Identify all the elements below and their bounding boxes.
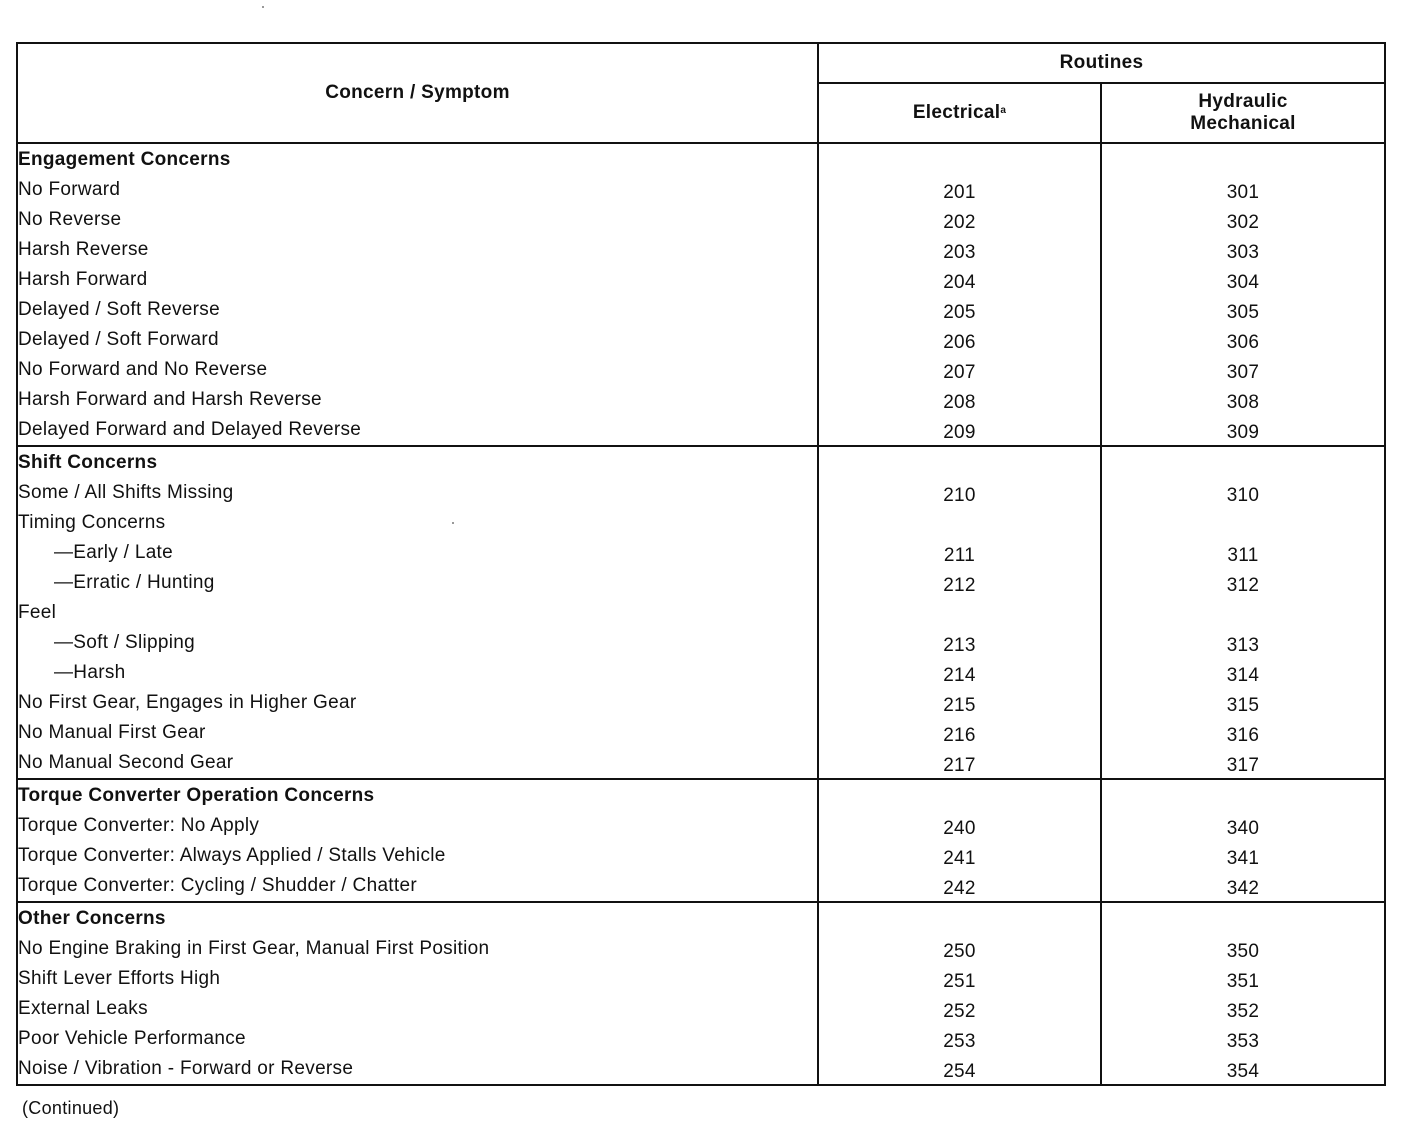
- symptom-label: Delayed / Soft Reverse: [17, 295, 818, 325]
- electrical-routine-number-cell: [818, 964, 1101, 994]
- hydraulic-routine-number: 304: [1226, 271, 1260, 293]
- hydraulic-header-line2: Mechanical: [1190, 112, 1296, 134]
- hydraulic-routine-number-cell: [1101, 205, 1385, 235]
- scan-speck: [452, 522, 454, 524]
- symptom-label: Delayed Forward and Delayed Reverse: [17, 415, 818, 446]
- table-row: [17, 964, 1385, 994]
- hydraulic-routine-number: 354: [1226, 1060, 1260, 1082]
- electrical-routine-number-cell: [818, 265, 1101, 295]
- symptom-label: Noise / Vibration - Forward or Reverse: [17, 1054, 818, 1085]
- electrical-footnote-mark: a: [1000, 104, 1007, 116]
- symptom-label: No Engine Braking in First Gear, Manual First Position: [17, 934, 818, 964]
- hydraulic-routine-number: 351: [1226, 970, 1260, 992]
- table-row: [17, 871, 1385, 902]
- symptom-label: No Forward: [17, 175, 818, 205]
- electrical-routine-number-cell: [818, 658, 1101, 688]
- symptom-label: Poor Vehicle Performance: [17, 1024, 818, 1054]
- electrical-routine-number-cell: [818, 325, 1101, 355]
- hydraulic-routine-number-cell: [1101, 748, 1385, 779]
- electrical-routine-number: 250: [943, 940, 976, 962]
- table-row: [17, 295, 1385, 325]
- hydraulic-routine-number-cell: [1101, 718, 1385, 748]
- electrical-header: [818, 83, 1101, 143]
- table-row: [17, 205, 1385, 235]
- hydraulic-routine-number: 305: [1226, 301, 1260, 323]
- hydraulic-mechanical-header: [1101, 83, 1385, 143]
- empty-cell: [818, 779, 1101, 811]
- table-row: [17, 811, 1385, 841]
- group-title-row: [17, 902, 1385, 934]
- hydraulic-routine-number-cell: [1101, 568, 1385, 598]
- hydraulic-routine-number: 341: [1226, 847, 1260, 869]
- empty-cell: [818, 446, 1101, 478]
- hydraulic-routine-number-cell: [1101, 415, 1385, 446]
- hydraulic-routine-number-cell: [1101, 871, 1385, 902]
- electrical-routine-number-cell: [818, 175, 1101, 205]
- symptom-label: Harsh Reverse: [17, 235, 818, 265]
- hydraulic-routine-number: 308: [1226, 391, 1260, 413]
- table-row: [17, 325, 1385, 355]
- electrical-routine-number: 216: [943, 724, 976, 746]
- symptom-label: Some / All Shifts Missing: [17, 478, 818, 508]
- empty-cell: [1101, 143, 1385, 175]
- electrical-routine-number: 203: [943, 241, 976, 263]
- hydraulic-routine-number: 301: [1226, 181, 1260, 203]
- continued-note: (Continued): [22, 1098, 120, 1118]
- electrical-routine-number-cell: [818, 538, 1101, 568]
- hydraulic-routine-number: 303: [1226, 241, 1260, 263]
- hydraulic-routine-number-cell: [1101, 265, 1385, 295]
- electrical-routine-number: 252: [943, 1000, 976, 1022]
- electrical-routine-number-cell: [818, 598, 1101, 628]
- hydraulic-routine-number: 314: [1226, 664, 1260, 686]
- hydraulic-routine-number-cell: [1101, 658, 1385, 688]
- hydraulic-routine-number-cell: [1101, 1054, 1385, 1085]
- electrical-routine-number-cell: [818, 994, 1101, 1024]
- hydraulic-routine-number: 311: [1227, 544, 1259, 566]
- symptom-label: Torque Converter: Cycling / Shudder / Chatter: [17, 871, 818, 902]
- hydraulic-routine-number: 312: [1226, 574, 1260, 596]
- electrical-routine-number-cell: [818, 841, 1101, 871]
- hydraulic-routine-number-cell: [1101, 628, 1385, 658]
- hydraulic-routine-number: 310: [1226, 484, 1260, 506]
- table-row: [17, 994, 1385, 1024]
- concern-symptom-header: Concern / Symptom: [17, 43, 818, 143]
- hydraulic-routine-number: 352: [1226, 1000, 1260, 1022]
- empty-cell: [818, 902, 1101, 934]
- table-row: [17, 1024, 1385, 1054]
- hydraulic-routine-number: 316: [1226, 724, 1260, 746]
- table-row: [17, 1054, 1385, 1085]
- hydraulic-routine-number-cell: [1101, 598, 1385, 628]
- electrical-header-label: Electrical: [912, 101, 1001, 123]
- hydraulic-routine-number: 306: [1226, 331, 1260, 353]
- electrical-routine-number-cell: [818, 385, 1101, 415]
- hydraulic-routine-number: 315: [1226, 694, 1260, 716]
- electrical-routine-number: 201: [943, 181, 976, 203]
- electrical-routine-number-cell: [818, 478, 1101, 508]
- electrical-routine-number-cell: [818, 1054, 1101, 1085]
- electrical-routine-number-cell: [818, 295, 1101, 325]
- electrical-routine-number: 212: [943, 574, 976, 596]
- symptom-label: External Leaks: [17, 994, 818, 1024]
- electrical-routine-number-cell: [818, 235, 1101, 265]
- symptom-label: No Reverse: [17, 205, 818, 235]
- hydraulic-routine-number-cell: [1101, 841, 1385, 871]
- electrical-routine-number-cell: [818, 568, 1101, 598]
- electrical-routine-number: 206: [943, 331, 976, 353]
- hydraulic-routine-number: 302: [1226, 211, 1260, 233]
- hydraulic-routine-number: 342: [1226, 877, 1260, 899]
- electrical-routine-number: 240: [943, 817, 976, 839]
- electrical-routine-number-cell: [818, 415, 1101, 446]
- hydraulic-routine-number-cell: [1101, 934, 1385, 964]
- electrical-routine-number-cell: [818, 934, 1101, 964]
- empty-cell: [1101, 446, 1385, 478]
- table-row: [17, 748, 1385, 779]
- electrical-routine-number: 202: [943, 211, 976, 233]
- table-row: [17, 841, 1385, 871]
- electrical-routine-number: 242: [943, 877, 976, 899]
- empty-cell: [1101, 902, 1385, 934]
- electrical-routine-number: 209: [943, 421, 976, 443]
- electrical-routine-number-cell: [818, 628, 1101, 658]
- symptom-label: No Manual Second Gear: [17, 748, 818, 779]
- hydraulic-routine-number-cell: [1101, 295, 1385, 325]
- symptom-label: No Manual First Gear: [17, 718, 818, 748]
- electrical-routine-number-cell: [818, 508, 1101, 538]
- symptom-label: No First Gear, Engages in Higher Gear: [17, 688, 818, 718]
- hydraulic-routine-number-cell: [1101, 811, 1385, 841]
- concern-group: [17, 143, 1385, 446]
- table-row: [17, 478, 1385, 508]
- hydraulic-routine-number: 313: [1226, 634, 1260, 656]
- symptom-label: —Soft / Slipping: [17, 628, 818, 658]
- electrical-routine-number: 251: [943, 970, 976, 992]
- hydraulic-routine-number-cell: [1101, 325, 1385, 355]
- hydraulic-routine-number: 340: [1226, 817, 1260, 839]
- hydraulic-routine-number: 307: [1226, 361, 1260, 383]
- symptom-label: Harsh Forward: [17, 265, 818, 295]
- electrical-routine-number-cell: [818, 871, 1101, 902]
- electrical-routine-number: 215: [943, 694, 976, 716]
- table-row: [17, 598, 1385, 628]
- symptom-label: Harsh Forward and Harsh Reverse: [17, 385, 818, 415]
- table-row: [17, 628, 1385, 658]
- electrical-routine-number: 208: [943, 391, 976, 413]
- routines-header: Routines: [818, 43, 1385, 83]
- group-title: Engagement Concerns: [17, 143, 818, 175]
- table-row: [17, 175, 1385, 205]
- symptom-label: Delayed / Soft Forward: [17, 325, 818, 355]
- empty-cell: [818, 143, 1101, 175]
- table-row: [17, 235, 1385, 265]
- table-row: [17, 385, 1385, 415]
- electrical-routine-number: 205: [943, 301, 976, 323]
- concern-group: [17, 446, 1385, 779]
- hydraulic-routine-number-cell: [1101, 508, 1385, 538]
- electrical-routine-number-cell: [818, 748, 1101, 779]
- hydraulic-routine-number: 317: [1226, 754, 1260, 776]
- table-row: [17, 658, 1385, 688]
- electrical-routine-number-cell: [818, 355, 1101, 385]
- group-title: Torque Converter Operation Concerns: [17, 779, 818, 811]
- group-title-row: [17, 446, 1385, 478]
- scan-speck: [262, 6, 264, 8]
- symptom-routine-table: [16, 42, 1386, 1086]
- group-title: Shift Concerns: [17, 446, 818, 478]
- hydraulic-routine-number-cell: [1101, 478, 1385, 508]
- hydraulic-routine-number: 309: [1226, 421, 1260, 443]
- symptom-label: Shift Lever Efforts High: [17, 964, 818, 994]
- hydraulic-header-line1: Hydraulic: [1198, 90, 1288, 112]
- hydraulic-routine-number: 350: [1226, 940, 1260, 962]
- electrical-routine-number: 204: [943, 271, 976, 293]
- electrical-routine-number: 254: [943, 1060, 976, 1082]
- electrical-routine-number: 253: [943, 1030, 976, 1052]
- electrical-routine-number: 211: [943, 544, 976, 566]
- hydraulic-routine-number-cell: [1101, 994, 1385, 1024]
- symptom-label: Feel: [17, 598, 818, 628]
- symptom-label: Torque Converter: No Apply: [17, 811, 818, 841]
- group-title: Other Concerns: [17, 902, 818, 934]
- hydraulic-routine-number-cell: [1101, 1024, 1385, 1054]
- hydraulic-routine-number-cell: [1101, 385, 1385, 415]
- hydraulic-routine-number-cell: [1101, 964, 1385, 994]
- table-row: [17, 538, 1385, 568]
- electrical-routine-number: 241: [943, 847, 976, 869]
- table-row: [17, 934, 1385, 964]
- concern-group: [17, 902, 1385, 1085]
- symptom-label: —Early / Late: [17, 538, 818, 568]
- electrical-routine-number: 217: [943, 754, 976, 776]
- table-row: [17, 508, 1385, 538]
- table-row: [17, 415, 1385, 446]
- hydraulic-routine-number-cell: [1101, 688, 1385, 718]
- table-row: [17, 265, 1385, 295]
- concern-group: [17, 779, 1385, 902]
- group-title-row: [17, 143, 1385, 175]
- table-row: [17, 355, 1385, 385]
- electrical-routine-number: 210: [943, 484, 976, 506]
- electrical-routine-number-cell: [818, 688, 1101, 718]
- symptom-label: —Harsh: [17, 658, 818, 688]
- table-header: [17, 43, 1385, 143]
- hydraulic-routine-number-cell: [1101, 235, 1385, 265]
- electrical-routine-number: 214: [943, 664, 976, 686]
- symptom-label: —Erratic / Hunting: [17, 568, 818, 598]
- symptom-label: Timing Concerns: [17, 508, 818, 538]
- electrical-routine-number-cell: [818, 718, 1101, 748]
- symptom-label: No Forward and No Reverse: [17, 355, 818, 385]
- table-row: [17, 688, 1385, 718]
- electrical-routine-number: 207: [943, 361, 976, 383]
- hydraulic-routine-number-cell: [1101, 355, 1385, 385]
- electrical-routine-number-cell: [818, 1024, 1101, 1054]
- table-row: [17, 568, 1385, 598]
- symptom-label: Torque Converter: Always Applied / Stalls Vehicle: [17, 841, 818, 871]
- table-row: [17, 718, 1385, 748]
- group-title-row: [17, 779, 1385, 811]
- electrical-routine-number: 213: [943, 634, 976, 656]
- hydraulic-routine-number: 353: [1226, 1030, 1260, 1052]
- electrical-routine-number-cell: [818, 205, 1101, 235]
- hydraulic-routine-number-cell: [1101, 538, 1385, 568]
- hydraulic-routine-number-cell: [1101, 175, 1385, 205]
- empty-cell: [1101, 779, 1385, 811]
- electrical-routine-number-cell: [818, 811, 1101, 841]
